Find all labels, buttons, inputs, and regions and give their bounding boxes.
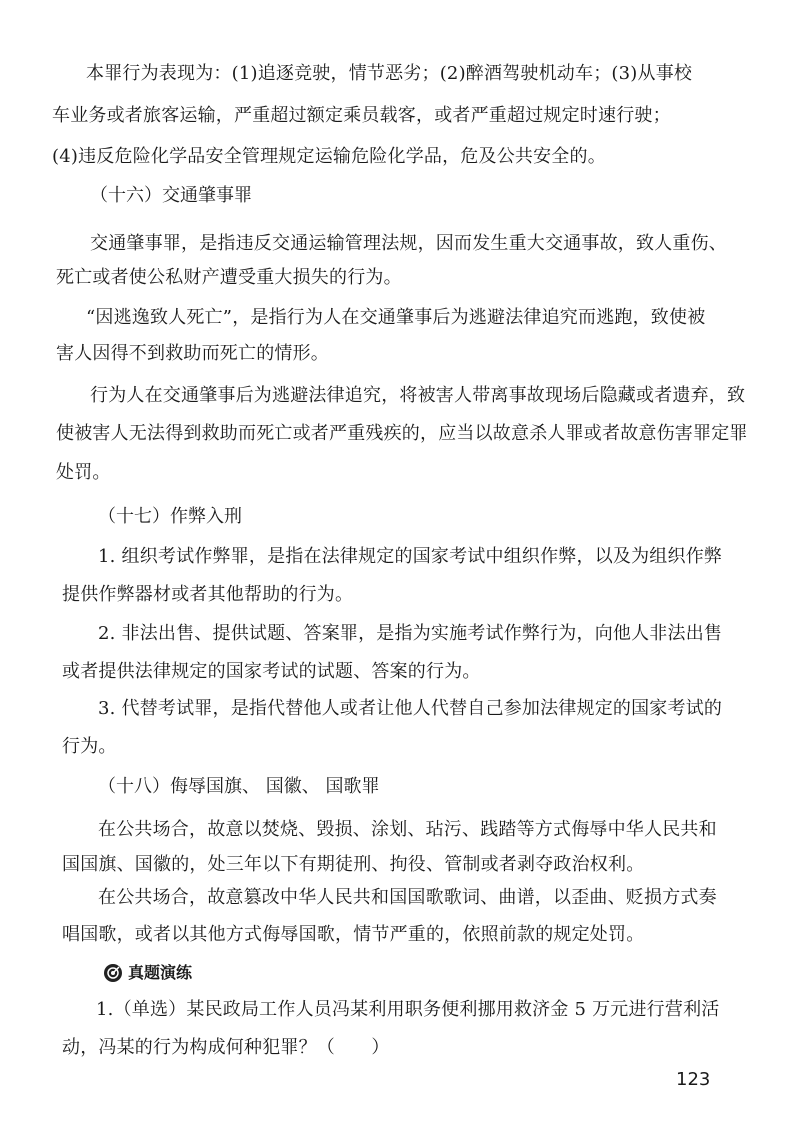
exercise-title: 真题演练 (128, 963, 193, 982)
text-line: 国国旗、国徽的，处三年以下有期徒刑、拘役、管制或者剥夺政治权利。 (62, 854, 645, 875)
page-number: 123 (676, 1069, 711, 1090)
text-line: 死亡或者使公私财产遭受重大损失的行为。 (56, 267, 402, 288)
section-heading: （十六）交通肇事罪 (90, 185, 252, 206)
text-line: 唱国歌，或者以其他方式侮辱国歌，情节严重的，依照前款的规定处罚。 (62, 924, 645, 945)
text-line: 使被害人无法得到救助而死亡或者严重残疾的，应当以故意杀人罪或者故意伤害罪定罪 (56, 423, 748, 444)
text-line: 处罚。 (56, 462, 111, 483)
question-line: 动，冯某的行为构成何种犯罪？（ ） (62, 1037, 390, 1058)
text-line: 交通肇事罪，是指违反交通运输管理法规，因而发生重大交通事故，致人重伤、 (90, 233, 727, 254)
text-line: 1. 组织考试作弊罪，是指在法律规定的国家考试中组织作弊，以及为组织作弊 (98, 546, 723, 567)
text-line: 行为。 (62, 736, 117, 757)
text-line: 或者提供法律规定的国家考试的试题、答案的行为。 (62, 661, 481, 682)
section-heading: （十八）侮辱国旗、 国徽、 国歌罪 (98, 776, 380, 797)
target-icon (104, 964, 122, 982)
text-line: 2. 非法出售、提供试题、答案罪，是指为实施考试作弊行为，向他人非法出售 (98, 623, 723, 644)
text-line: 提供作弊器材或者其他帮助的行为。 (62, 584, 354, 605)
text-line: (4)违反危险化学品安全管理规定运输危险化学品，危及公共安全的。 (52, 146, 606, 167)
text-line: 3. 代替考试罪，是指代替他人或者让他人代替自己参加法律规定的国家考试的 (98, 698, 723, 719)
text-line: 本罪行为表现为：(1)追逐竞驶，情节恶劣；(2)醉酒驾驶机动车；(3)从事校 (86, 63, 693, 84)
text-line: 行为人在交通肇事后为逃避法律追究，将被害人带离事故现场后隐藏或者遗弃，致 (90, 385, 746, 406)
text-line: 在公共场合，故意篡改中华人民共和国国歌歌词、曲谱，以歪曲、贬损方式奏 (98, 887, 717, 908)
text-line: 在公共场合，故意以焚烧、毁损、涂划、玷污、践踏等方式侮辱中华人民共和 (98, 819, 717, 840)
text-line: 害人因得不到救助而死亡的情形。 (56, 343, 329, 364)
text-line: 车业务或者旅客运输，严重超过额定乘员载客，或者严重超过规定时速行驶； (52, 105, 671, 126)
section-heading: （十七）作弊入刑 (98, 506, 242, 527)
question-line: 1.（单选）某民政局工作人员冯某利用职务便利挪用救济金 5 万元进行营利活 (96, 999, 720, 1020)
text-line: “因逃逸致人死亡”，是指行为人在交通肇事后为逃避法律追究而逃跑，致使被 (86, 307, 706, 328)
exercise-heading (104, 962, 192, 984)
